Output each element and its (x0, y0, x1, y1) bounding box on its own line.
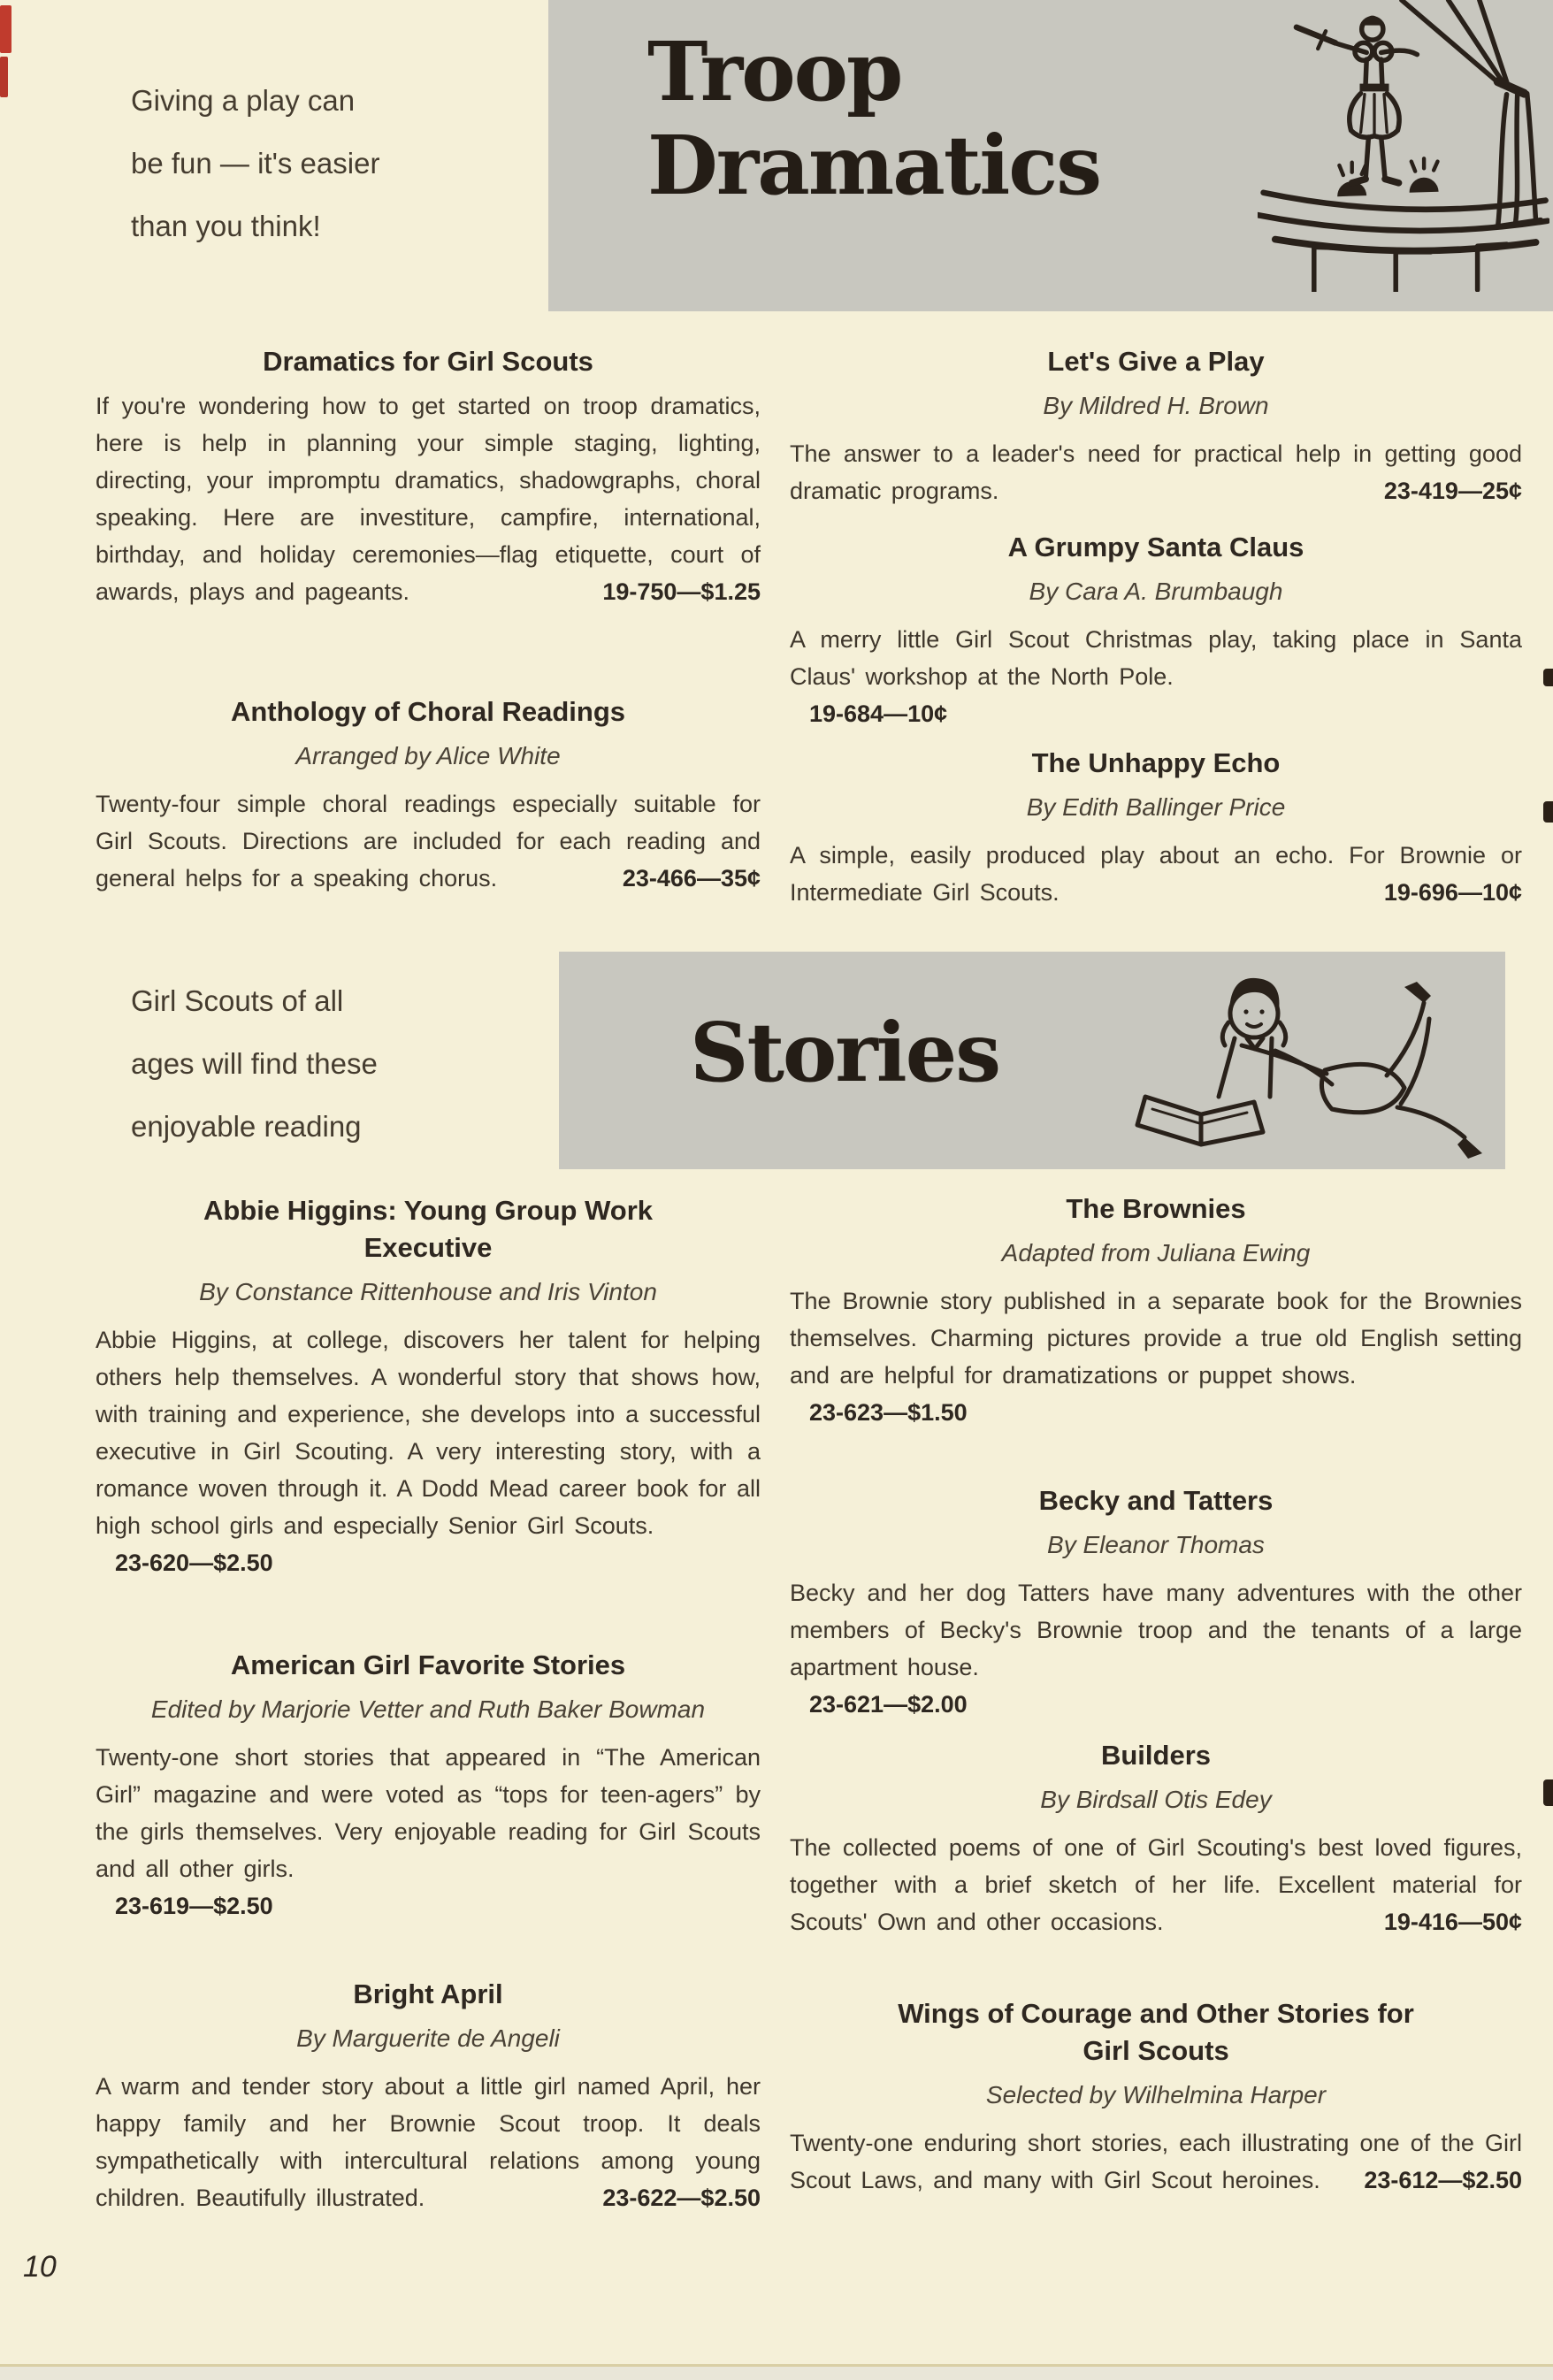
book-entry (790, 1737, 1522, 1940)
book-title: Abbie Higgins: Young Group Work Executive (203, 1195, 654, 1263)
book-entry (96, 1647, 761, 1925)
book-entry (790, 343, 1522, 509)
intro-line: ages will find these (131, 1047, 378, 1080)
girl-reading-icon (1113, 957, 1493, 1166)
book-description: The answer to a leader's need for practical help in getting good dramatic programs. 23-419—25¢ (790, 435, 1522, 509)
book-description: Twenty-one enduring short stories, each illustrating one of the Girl Scout Laws, and many with Girl Scout heroines. 23-612—$2.50 (790, 2124, 1522, 2199)
banner-title-line: Dramatics (647, 118, 1101, 213)
book-title: A Grumpy Santa Claus (1007, 532, 1304, 562)
book-byline: By Marguerite de Angeli (296, 2024, 560, 2052)
book-description: The collected poems of one of Girl Scouting's best loved figures, together with a brief sketch of her life. Excellent material for Scouts' Own and other occasions. 19-416—50¢ (790, 1829, 1522, 1940)
catalog-number-price: 23-419—25¢ (1383, 478, 1522, 504)
book-title: Dramatics for Girl Scouts (263, 346, 593, 377)
book-title: The Brownies (1066, 1193, 1246, 1224)
book-entry (790, 529, 1522, 732)
book-entry (790, 1190, 1522, 1431)
intro-line: than you think! (131, 210, 321, 242)
catalog-number-price: 23-620—$2.50 (115, 1550, 273, 1576)
catalog-number-price: 23-621—$2.00 (809, 1691, 968, 1718)
book-byline: By Constance Rittenhouse and Iris Vinton (199, 1278, 657, 1305)
scan-edge-mark (0, 5, 11, 53)
stories-title: Stories (690, 1005, 1000, 1100)
scan-edge-mark (0, 57, 8, 97)
book-entry (96, 343, 761, 610)
catalog-number-price: 23-466—35¢ (622, 865, 761, 892)
scan-edge-speck (1543, 669, 1553, 686)
scan-edge-speck (1543, 1779, 1553, 1806)
book-entry (790, 745, 1522, 911)
intro-line: Girl Scouts of all (131, 984, 344, 1017)
book-byline: By Cara A. Brumbaugh (1029, 578, 1283, 605)
book-entry (96, 1976, 761, 2216)
book-title: Anthology of Choral Readings (230, 696, 626, 727)
intro-line: Giving a play can (131, 84, 356, 117)
page-bottom-edge (0, 2364, 1553, 2380)
stories-intro-quote (131, 969, 555, 1158)
book-entry (790, 1482, 1522, 1723)
book-title: The Unhappy Echo (1031, 747, 1281, 778)
intro-line: enjoyable reading (131, 1110, 362, 1143)
page-number: 10 (23, 2250, 57, 2284)
book-entry (96, 1192, 761, 1581)
intro-line: be fun — it's easier (131, 147, 380, 180)
scan-edge-speck (1543, 801, 1553, 823)
book-description: A warm and tender story about a little girl named April, her happy family and her Brownie Scout troop. It deals sympathetically with intercultural relations among young children. Beautifully illustrated. 23-622—$2.50 (96, 2068, 761, 2216)
book-description: A simple, easily produced play about an echo. For Brownie or Intermediate Girl Scouts. 19-696—10¢ (790, 837, 1522, 911)
book-description: The Brownie story published in a separate book for the Brownies themselves. Charming pictures provide a true old English setting and are helpful for dramatizations or puppet shows. 23-623—$1.50 (790, 1282, 1522, 1431)
troop-dramatics-banner (548, 0, 1553, 311)
book-entry (96, 693, 761, 897)
catalog-number-price: 23-612—$2.50 (1364, 2167, 1522, 2193)
book-title: Let's Give a Play (1047, 346, 1265, 377)
book-byline: By Mildred H. Brown (1043, 392, 1269, 419)
book-description: If you're wondering how to get started on troop dramatics, here is help in planning your simple staging, lighting, directing, your impromptu dramatics, shadowgraphs, choral speaking. Here are investiture, campfire, international, birthday, and holiday ceremonies—flag etiquette, court of awards, plays and pageants. 19-750—$1.25 (96, 387, 761, 610)
book-title: Bright April (353, 1978, 503, 2009)
book-title: Builders (1100, 1740, 1212, 1771)
book-byline: Edited by Marjorie Vetter and Ruth Baker Bowman (150, 1695, 706, 1723)
catalog-number-price: 19-684—10¢ (809, 700, 948, 727)
book-entry (790, 1995, 1522, 2199)
book-description: Twenty-one short stories that appeared in “The American Girl” magazine and were voted as “tops for teen-agers” by the girls themselves. Very enjoyable reading for Girl Scouts and all other girls. 23-619—$2.50 (96, 1739, 761, 1925)
book-title: American Girl Favorite Stories (230, 1649, 626, 1680)
troop-dramatics-title (647, 25, 1100, 212)
catalog-number-price: 23-619—$2.50 (115, 1893, 273, 1919)
catalog-number-price: 23-622—$2.50 (602, 2185, 761, 2211)
actor-on-stage-icon (1258, 0, 1549, 292)
book-byline: Adapted from Juliana Ewing (1001, 1239, 1311, 1267)
book-byline: By Birdsall Otis Edey (1040, 1786, 1272, 1813)
book-description: Abbie Higgins, at college, discovers her talent for helping others help themselves. A wonderful story that shows how, with training and experience, she develops into a successful executive in Girl Scouting. A very interesting story, with a romance woven through it. A Dodd Mead career book for all high school girls and especially Senior Girl Scouts. 23-620—$2.50 (96, 1321, 761, 1581)
book-description: Becky and her dog Tatters have many adventures with the other members of Becky's Brownie troop and the tenants of a large apartment house. 23-621—$2.00 (790, 1574, 1522, 1723)
book-byline: Arranged by Alice White (295, 742, 561, 769)
stories-banner (559, 952, 1505, 1169)
book-description: Twenty-four simple choral readings especially suitable for Girl Scouts. Directions are included for each reading and general helps for a speaking chorus. 23-466—35¢ (96, 785, 761, 897)
catalog-number-price: 19-696—10¢ (1383, 879, 1522, 906)
catalog-number-price: 19-750—$1.25 (602, 578, 761, 605)
book-description: A merry little Girl Scout Christmas play, taking place in Santa Claus' workshop at the North Pole. 19-684—10¢ (790, 621, 1522, 732)
book-title: Wings of Courage and Other Stories for Girl Scouts (898, 1998, 1414, 2066)
book-byline: Selected by Wilhelmina Harper (985, 2081, 1327, 2108)
book-byline: By Eleanor Thomas (1047, 1531, 1265, 1558)
banner-title-line: Troop (647, 24, 902, 119)
dramatics-intro-quote (131, 69, 538, 257)
catalog-number-price: 19-416—50¢ (1383, 1909, 1522, 1935)
book-byline: By Edith Ballinger Price (1026, 793, 1286, 821)
catalog-number-price: 23-623—$1.50 (809, 1399, 968, 1426)
book-title: Becky and Tatters (1038, 1485, 1274, 1516)
